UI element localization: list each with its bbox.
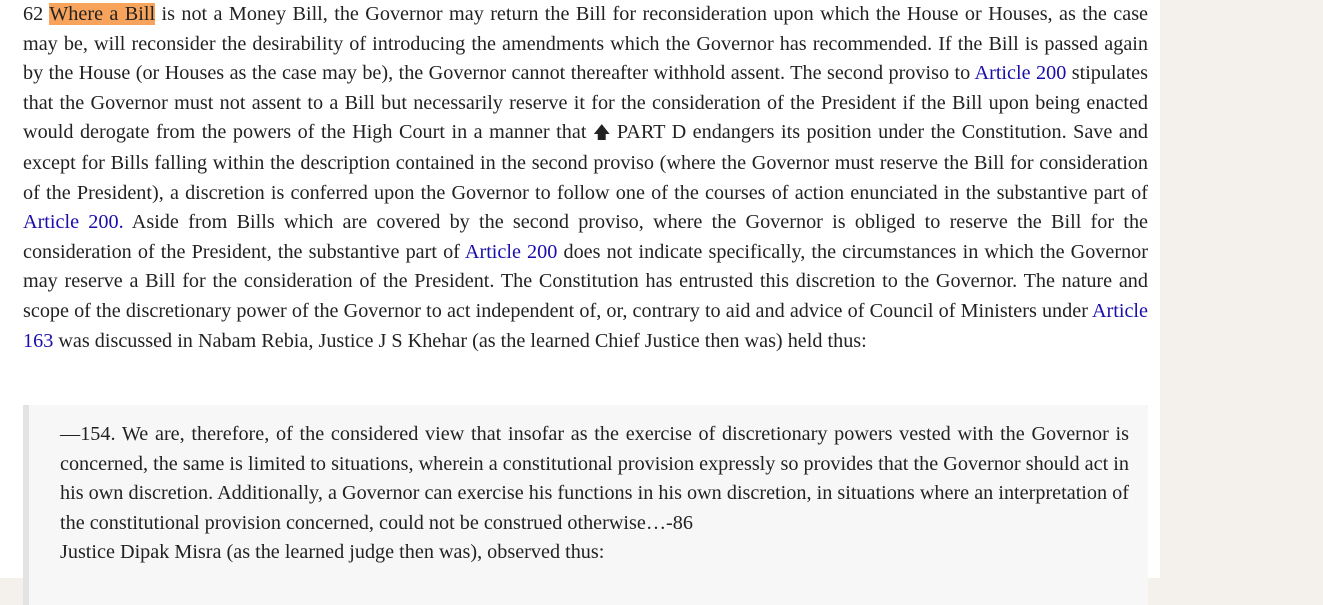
paragraph-text: PART D endangers its position under the Constitution. Save and except for Bills falling within the description contained in the second proviso (where the Governor must reserve the Bill for consideration of the President), a discretion is conferred upon the Governor to follow one of the courses of action enunciated in the substantive part of (23, 121, 1148, 204)
paragraph-text: stipulates that the Governor must not assent to a Bill but necessarily reserve it for the consideration of the President if the Bill upon being enacted would derogate from the powers of the High Court in a manner that (23, 62, 1148, 144)
article-200-link[interactable]: Article 200 (974, 62, 1067, 85)
paragraph-number: 62 (23, 3, 44, 25)
quote-followup: Justice Dipak Misra (as the learned judge then was), observed thus: (60, 541, 605, 564)
quote-text (60, 420, 1129, 568)
blockquote (23, 405, 1148, 605)
paragraph-62 (23, 0, 1148, 356)
paragraph-text: was discussed in Nabam Rebia, Justice J S Khehar (as the learned Chief Justice then was) held thus: (58, 329, 867, 352)
article-200-link[interactable]: Article 200 (464, 240, 558, 263)
search-highlight: Where a Bill (49, 3, 156, 25)
quote-body: —154. We are, therefore, of the considered view that insofar as the exercise of discretionary powers vested with the Governor is concerned, the same is limited to situations, wherein a constitutional provision expressly so provides that the Governor should act in his own discretion. Additionally, a Governor can exercise his functions in his own discretion, in situations where an interpretation of the constitutional provision concerned, could not be construed otherwise…‑86 (60, 423, 1129, 534)
article-163-link[interactable]: Article 163 (23, 299, 1148, 352)
paragraph-text: does not indicate specifically, the circumstances in which the Governor may reserve a Bill for the consideration of the President. The Constitution has entrusted this discretion to the Governor. The nature and scope of the discretionary power of the Governor to act independent of, or, contrary to aid and advice of Council of Ministers under (23, 240, 1148, 322)
up-arrow-icon[interactable]: 🡅 (592, 123, 611, 144)
article-200-link[interactable]: Article 200. (23, 211, 124, 234)
paragraph-text: is not a Money Bill, the Governor may return the Bill for reconsideration upon which the House or Houses, as the case may be, will reconsider the desirability of introducing the amendments which the Governor has recommended. If the Bill is passed again by the House (or Houses as the case may be), the Governor cannot thereafter withhold assent. The second proviso to (23, 3, 1149, 85)
paragraph-text: Aside from Bills which are covered by the second proviso, where the Governor is obliged to reserve the Bill for the consideration of the President, the substantive part of (23, 211, 1148, 263)
